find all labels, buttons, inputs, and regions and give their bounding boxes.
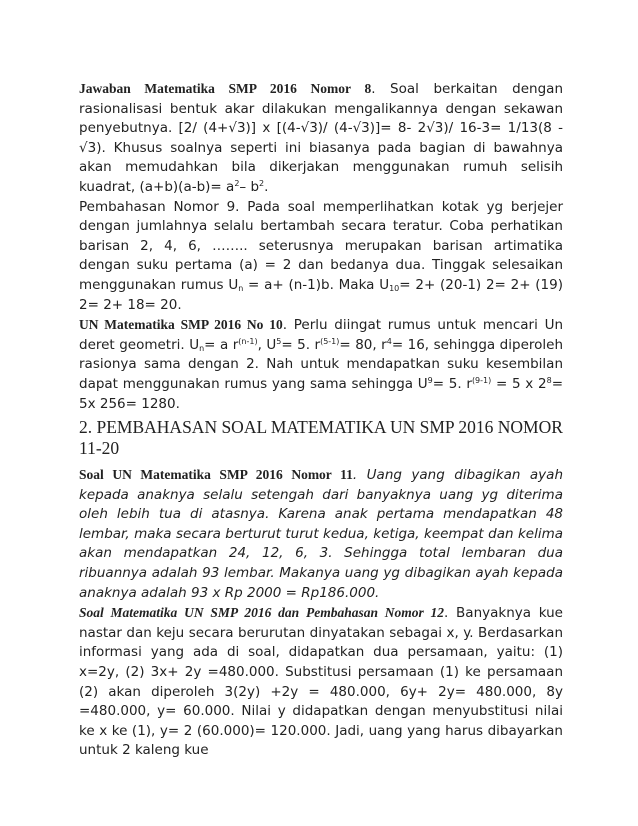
paragraph-text: – b xyxy=(239,178,260,195)
paragraph-text: . Perlu diingat rumus untuk mencari Un deret geometri. U xyxy=(79,317,564,353)
superscript: (9-1) xyxy=(471,375,492,385)
superscript: (5-1) xyxy=(320,336,340,346)
paragraph-nomor-8 xyxy=(79,79,563,198)
superscript: 2 xyxy=(259,178,265,188)
superscript: 2 xyxy=(234,178,240,188)
paragraph-text: . Uang yang dibagikan ayah kepada anaknya selalu setengah dari banyaknya uang yg diterima oleh lebih tua di atasnya. Karena anak pertama mendapatkan 48 lembar, maka secara berturut turut kedua, ketiga, keempat dan kelima akan mendapatkan 24, 12, 6, 3. Sehingga total lembaran dua ribuannya adalah 93 lembar. Makanya uang yg dibagikan ayah kepada anaknya adalah 93 x Rp 2000 = Rp186.000. xyxy=(79,467,563,601)
superscript: 4 xyxy=(386,336,392,346)
paragraph-text: . Banyaknya kue nastar dan keju secara berurutan dinyatakan sebagai x, y. Berdasarkan informasi yang ada di soal, didapatkan dua persamaan, yaitu: (1) x=2y, (2) 3x+ 2y =480.000. Substitusi persamaan (1) ke persamaan (2) akan diperoleh 3(2y) +2y = 480.000, 6y+ 2y= 480.000, 8y =480.000, y= 60.000. Nilai y didapatkan dengan menyubstitusi nilai ke x ke (1), y= 2 (60.000)= 120.000. Jadi, uang yang harus dibayarkan untuk 2 kaleng kue xyxy=(79,605,563,759)
paragraph-text: = 5x 256= 1280. xyxy=(79,375,563,412)
paragraph-text: = a r xyxy=(204,336,239,353)
paragraph-text: . Soal berkaitan dengan rasionalisasi bentuk akar dilakukan mengalikannya dengan sekawan penyebutnya. [2/ (4+√3)] x [(4-√3)/ (4-√3)]= 8- 2√3)/ 16-3= 1/13(8 - √3). Khusus soalnya seperti ini biasanya pada bagian di bawahnya akan memudahkan bila dikerjakan menggunakan rumuh selisih kuadrat, (a+b)(a-b)= a xyxy=(79,81,563,195)
paragraph-nomor-10 xyxy=(79,315,563,414)
paragraph-text: = 16, sehingga diperoleh rasionya sama dengan 2. Nah untuk mendapatkan suku kesembilan dapat menggunakan rumus yang sama sehingga U xyxy=(79,336,564,392)
superscript: 8 xyxy=(546,375,552,385)
paragraph-label: Jawaban Matematika SMP 2016 Nomor 8 xyxy=(79,81,372,96)
paragraph-label: UN Matematika SMP 2016 No 10 xyxy=(79,317,283,333)
paragraph-nomor-12 xyxy=(79,603,563,761)
paragraph-text: = 5. r xyxy=(432,375,472,392)
subscript: 10 xyxy=(389,283,400,293)
subscript: n xyxy=(199,343,205,353)
superscript: 9 xyxy=(427,375,433,385)
paragraph-nomor-9 xyxy=(79,198,563,316)
paragraph-label: Soal UN Matematika SMP 2016 Nomor 11 xyxy=(79,467,353,483)
section-heading: 2. PEMBAHASAN SOAL MATEMATIKA UN SMP 2016 NOMOR 11-20 xyxy=(79,417,563,459)
paragraph-text: = 2+ (20-1) 2= 2+ (19) 2= 2+ 18= 20. xyxy=(79,276,564,313)
paragraph-text: = 80, r xyxy=(339,336,387,353)
superscript: 5 xyxy=(276,336,282,346)
superscript: (n-1) xyxy=(238,336,258,346)
paragraph-text: Pembahasan Nomor 9. Pada soal memperlihatkan kotak yg berjejer dengan jumlahnya selalu bertambah secara teratur. Coba perhatikan barisan 2, 4, 6, …….. seterusnya merupakan barisan artimatika dengan suku pertama (a) = 2 dan bedanya dua. Tinggak selesaikan menggunakan rumus U xyxy=(79,198,563,293)
document-body xyxy=(79,79,563,761)
paragraph-text: . xyxy=(264,178,269,195)
subscript: n xyxy=(238,283,244,293)
paragraph-nomor-11 xyxy=(79,465,563,603)
paragraph-label: Soal Matematika UN SMP 2016 dan Pembahasan Nomor 12 xyxy=(79,605,445,621)
paragraph-text: = a+ (n-1)b. Maka U xyxy=(243,276,390,293)
paragraph-text: , U xyxy=(257,336,277,353)
paragraph-text: = 5. r xyxy=(281,336,321,353)
paragraph-text: = 5 x 2 xyxy=(491,375,547,392)
